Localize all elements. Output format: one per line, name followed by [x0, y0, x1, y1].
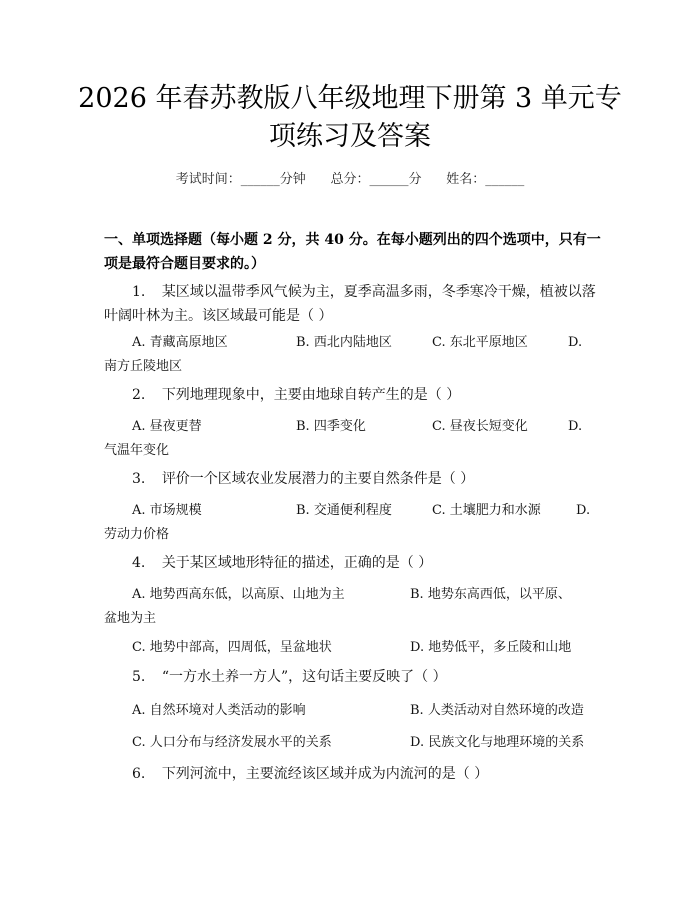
option-a: A. 昼夜更替	[132, 419, 202, 434]
question-stem: 下列河流中，主要流经该区域并成为内流河的是（ ）	[161, 766, 489, 782]
title-line-2: 项练习及答案	[269, 121, 431, 152]
option-d-text: 南方丘陵地区	[104, 359, 183, 374]
question-2	[104, 383, 600, 407]
question-1	[104, 280, 600, 328]
exam-meta-line: 考试时间：______分钟 总分：______分 姓名：______	[175, 172, 525, 187]
question-number: 5.	[132, 669, 146, 685]
option-c: C. 地势中部高，四周低，呈盆地状	[132, 640, 332, 655]
question-6	[104, 762, 600, 786]
question-stem: “一方水土养一方人”，这句话主要反映了（ ）	[161, 669, 447, 685]
option-d: D. 地势低平，多丘陵和山地	[410, 640, 572, 655]
question-stem: 关于某区域地形特征的描述，正确的是（ ）	[161, 555, 433, 571]
option-b: B. 西北内陆地区	[296, 335, 392, 350]
option-b-text: 盆地为主	[104, 611, 157, 626]
document-title	[60, 80, 640, 156]
option-d-text: 气温年变化	[104, 443, 170, 458]
option-c: C. 昼夜长短变化	[432, 419, 528, 434]
section-heading: 一、单项选择题（每小题 2 分，共 40 分。在每小题列出的四个选项中，只有一项是最符合题目要求的。）	[104, 232, 601, 272]
option-b: B. 交通便利程度	[296, 503, 392, 518]
option-b: B. 四季变化	[296, 419, 366, 434]
question-number: 4.	[132, 555, 146, 571]
question-3	[104, 467, 600, 491]
question-stem: 评价一个区域农业发展潜力的主要自然条件是（ ）	[161, 471, 475, 487]
question-stem: 下列地理现象中，主要由地球自转产生的是（ ）	[161, 387, 461, 403]
question-4	[104, 551, 600, 575]
question-number: 2.	[132, 387, 146, 403]
question-stem: 某区域以温带季风气候为主，夏季高温多雨，冬季寒冷干燥，植被以落叶阔叶林为主。该区域最可能是（ ）	[104, 284, 596, 324]
question-number: 1.	[132, 284, 146, 300]
question-number: 3.	[132, 471, 146, 487]
option-b: B. 人类活动对自然环境的改造	[410, 703, 584, 718]
option-d: D.	[568, 335, 583, 350]
option-d-text: 劳动力价格	[104, 527, 170, 542]
option-d: D.	[576, 503, 591, 518]
option-b: B. 地势东高西低，以平原、	[410, 587, 571, 602]
option-a: A. 市场规模	[132, 503, 202, 518]
option-d: D.	[568, 419, 583, 434]
title-line-1: 2026 年春苏教版八年级地理下册第 3 单元专	[78, 83, 622, 114]
option-a: A. 自然环境对人类活动的影响	[132, 703, 306, 718]
option-a: A. 青藏高原地区	[132, 335, 228, 350]
option-c: C. 东北平原地区	[432, 335, 528, 350]
question-5	[104, 665, 600, 689]
option-c: C. 土壤肥力和水源	[432, 503, 541, 518]
question-number: 6.	[132, 766, 146, 782]
option-c: C. 人口分布与经济发展水平的关系	[132, 735, 332, 750]
option-a: A. 地势西高东低，以高原、山地为主	[132, 587, 345, 602]
option-d: D. 民族文化与地理环境的关系	[410, 735, 585, 750]
